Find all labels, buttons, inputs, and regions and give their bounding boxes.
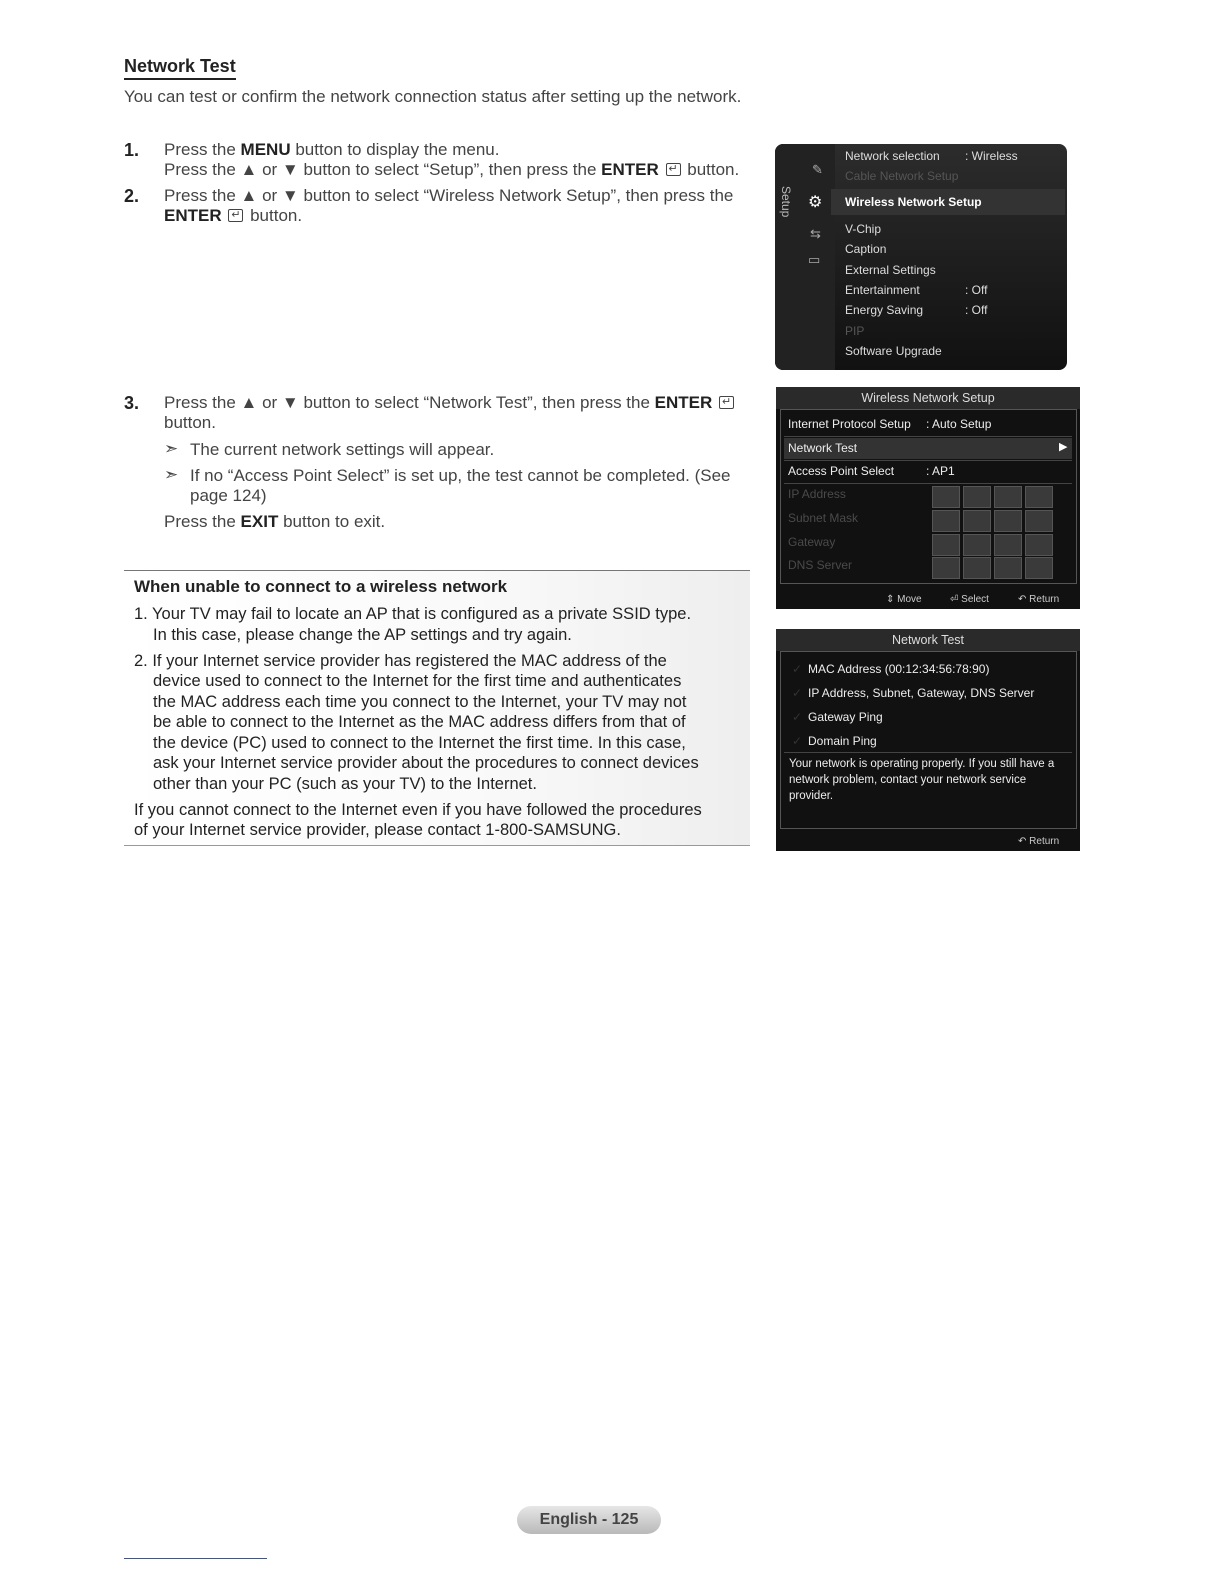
callout-title: When unable to connect to a wireless network bbox=[134, 577, 508, 596]
note-text: The current network settings will appear. bbox=[190, 440, 495, 459]
note-arrow-icon: ➣ bbox=[164, 465, 179, 484]
dns-octet-field bbox=[932, 557, 960, 579]
menu-item-cable-network-setup bbox=[845, 169, 958, 183]
menu-item-entertainment[interactable] bbox=[845, 283, 988, 297]
menu-item-label: Energy Saving bbox=[845, 303, 924, 317]
network-test-screen bbox=[776, 629, 1080, 851]
menu-item-network-selection[interactable] bbox=[845, 149, 1018, 163]
ip-octet-field bbox=[963, 486, 991, 508]
subnet-octet-field bbox=[1025, 510, 1053, 532]
setup-gear-icon[interactable]: ⚙ bbox=[808, 194, 823, 211]
divider bbox=[784, 436, 1072, 437]
menu-item-pip bbox=[845, 324, 864, 338]
menu-item-software-upgrade[interactable] bbox=[845, 344, 942, 358]
divider bbox=[784, 752, 1072, 753]
row-ip-address bbox=[788, 487, 846, 501]
setup-side-label: Setup bbox=[779, 186, 793, 218]
intro-text: You can test or confirm the network connection status after setting up the network. bbox=[124, 87, 742, 106]
menu-item-label: PIP bbox=[845, 324, 865, 338]
chevron-right-icon: ▶ bbox=[1059, 441, 1068, 453]
row-subnet-mask bbox=[788, 511, 858, 525]
exit-key: EXIT bbox=[240, 512, 279, 531]
test-item: Domain Ping bbox=[808, 734, 877, 748]
gateway-octet-field bbox=[994, 534, 1022, 556]
divider bbox=[784, 460, 1072, 461]
screen-title: Network Test bbox=[776, 629, 1080, 651]
ip-octet-field bbox=[994, 486, 1022, 508]
menu-item-external-settings[interactable] bbox=[845, 263, 936, 277]
step-text: Press the ▲ or ▼ button to select “Network Test”, then press the bbox=[164, 393, 655, 412]
select-hint: ⏎ Select bbox=[950, 594, 989, 605]
callout-line: 1. Your TV may fail to locate an AP that is configured as a private SSID type. bbox=[134, 605, 692, 623]
menu-item-value: : Off bbox=[965, 303, 988, 317]
row-network-test[interactable] bbox=[788, 441, 857, 455]
note-item bbox=[164, 466, 754, 506]
menu-item-wireless-network-setup[interactable] bbox=[845, 195, 982, 209]
callout-line: ask your Internet service provider about the procedures to connect devices bbox=[153, 754, 699, 772]
ip-octet-field bbox=[932, 486, 960, 508]
callout-line: If you cannot connect to the Internet even if you have followed the procedures bbox=[134, 801, 702, 819]
wireless-network-setup-screen bbox=[776, 387, 1080, 609]
row-label: Network Test bbox=[788, 441, 858, 455]
troubleshooting-callout bbox=[124, 570, 750, 846]
row-label: Internet Protocol Setup bbox=[788, 417, 911, 431]
row-value: : Auto Setup bbox=[926, 417, 992, 431]
page-number-badge: English - 125 bbox=[517, 1506, 661, 1534]
menu-item-label: Cable Network Setup bbox=[845, 169, 959, 183]
menu-item-label: External Settings bbox=[845, 263, 936, 277]
callout-line: the MAC address each time you connect to the Internet, your TV may not bbox=[153, 693, 687, 711]
step-2 bbox=[124, 186, 754, 226]
menu-item-label: Caption bbox=[845, 242, 887, 256]
menu-item-value: : Off bbox=[965, 283, 988, 297]
picture-icon: ✎ bbox=[812, 162, 823, 177]
step-text: Press the ▲ or ▼ button to select “Wireless Network Setup”, then press the bbox=[164, 186, 734, 205]
dns-octet-field bbox=[963, 557, 991, 579]
dns-octet-field bbox=[994, 557, 1022, 579]
note-item bbox=[164, 440, 754, 460]
return-hint[interactable]: ↶ Return bbox=[1018, 594, 1060, 605]
test-item: Gateway Ping bbox=[808, 710, 883, 724]
step-text: button. bbox=[682, 160, 740, 179]
step-number: 3. bbox=[124, 393, 140, 413]
callout-line: device used to connect to the Internet for the first time and authenticates bbox=[153, 672, 682, 690]
gateway-octet-field bbox=[932, 534, 960, 556]
menu-item-energy-saving[interactable] bbox=[845, 303, 988, 317]
menu-item-label: Software Upgrade bbox=[845, 344, 942, 358]
gateway-octet-field bbox=[1025, 534, 1053, 556]
note-arrow-icon: ➣ bbox=[164, 439, 179, 458]
menu-item-v-chip[interactable] bbox=[845, 222, 881, 236]
setup-menu-screen bbox=[775, 144, 1067, 370]
row-value: : AP1 bbox=[926, 464, 955, 478]
callout-line: of your Internet service provider, please contact 1-800-SAMSUNG. bbox=[134, 821, 621, 839]
enter-key: ENTER bbox=[654, 393, 713, 412]
step-text: Press the ▲ or ▼ button to select “Setup”, then press the bbox=[164, 160, 602, 179]
menu-item-label: Wireless Network Setup bbox=[845, 195, 982, 209]
row-gateway bbox=[788, 535, 835, 549]
step-text: button. bbox=[245, 206, 303, 225]
check-icon: ✓ bbox=[792, 686, 803, 700]
menu-key: MENU bbox=[240, 140, 291, 159]
test-item: MAC Address (00:12:34:56:78:90) bbox=[808, 662, 990, 676]
return-hint[interactable]: ↶ Return bbox=[1018, 836, 1060, 847]
menu-item-label: Network selection bbox=[845, 149, 940, 163]
menu-item-label: Entertainment bbox=[845, 283, 920, 297]
ip-octet-field bbox=[1025, 486, 1053, 508]
note-text: If no “Access Point Select” is set up, the test cannot be completed. (See bbox=[190, 466, 731, 485]
row-label: DNS Server bbox=[788, 558, 853, 572]
step-text: Press the bbox=[164, 512, 241, 531]
menu-item-label: V-Chip bbox=[845, 222, 882, 236]
enter-icon bbox=[228, 209, 243, 222]
test-result-message: Your network is operating properly. If you still have a network problem, contact your network service provider. bbox=[789, 758, 1055, 802]
screen-title: Wireless Network Setup bbox=[776, 387, 1080, 409]
step-1 bbox=[124, 140, 754, 180]
enter-key: ENTER bbox=[601, 160, 659, 179]
callout-line: In this case, please change the AP settings and try again. bbox=[153, 626, 572, 644]
row-label: IP Address bbox=[788, 487, 846, 501]
check-icon: ✓ bbox=[792, 734, 803, 748]
check-icon: ✓ bbox=[792, 710, 803, 724]
row-label: Gateway bbox=[788, 535, 836, 549]
row-dns-server bbox=[788, 558, 852, 572]
support-icon: ▭ bbox=[808, 252, 821, 267]
step-number: 1. bbox=[124, 140, 140, 160]
callout-line: 2. If your Internet service provider has registered the MAC address of the bbox=[134, 652, 667, 670]
row-internet-protocol-setup[interactable] bbox=[788, 417, 992, 431]
test-item: IP Address, Subnet, Gateway, DNS Server bbox=[808, 686, 1035, 700]
menu-item-caption[interactable] bbox=[845, 242, 886, 256]
step-text: button to exit. bbox=[278, 512, 386, 531]
enter-icon bbox=[719, 396, 734, 409]
step-number: 2. bbox=[124, 186, 140, 206]
menu-sidebar bbox=[775, 144, 835, 370]
row-access-point-select[interactable] bbox=[788, 464, 955, 478]
note-text: page 124) bbox=[190, 486, 267, 505]
enter-key: ENTER bbox=[164, 206, 222, 225]
enter-icon bbox=[666, 163, 681, 176]
check-icon: ✓ bbox=[792, 662, 803, 676]
gateway-octet-field bbox=[963, 534, 991, 556]
menu-item-value: : Wireless bbox=[965, 149, 1018, 163]
footer-rule bbox=[124, 1558, 267, 1559]
section-title: Network Test bbox=[124, 56, 236, 80]
step-3 bbox=[124, 393, 754, 532]
dns-octet-field bbox=[1025, 557, 1053, 579]
row-label: Access Point Select bbox=[788, 464, 895, 478]
step-text: button. bbox=[164, 413, 216, 432]
callout-line: be able to connect to the Internet as the MAC address differs from that of bbox=[153, 713, 686, 731]
row-label: Subnet Mask bbox=[788, 511, 859, 525]
subnet-octet-field bbox=[932, 510, 960, 532]
subnet-octet-field bbox=[994, 510, 1022, 532]
step-text: button to display the menu. bbox=[290, 140, 500, 159]
input-icon: ⇆ bbox=[810, 226, 821, 241]
step-text: Press the bbox=[164, 140, 241, 159]
callout-line: the device (PC) used to connect to the Internet the first time. In this case, bbox=[153, 734, 686, 752]
subnet-octet-field bbox=[963, 510, 991, 532]
callout-line: other than your PC (such as your TV) to the Internet. bbox=[153, 775, 537, 793]
divider bbox=[784, 483, 1072, 484]
move-hint: ⇕ Move bbox=[886, 594, 922, 605]
